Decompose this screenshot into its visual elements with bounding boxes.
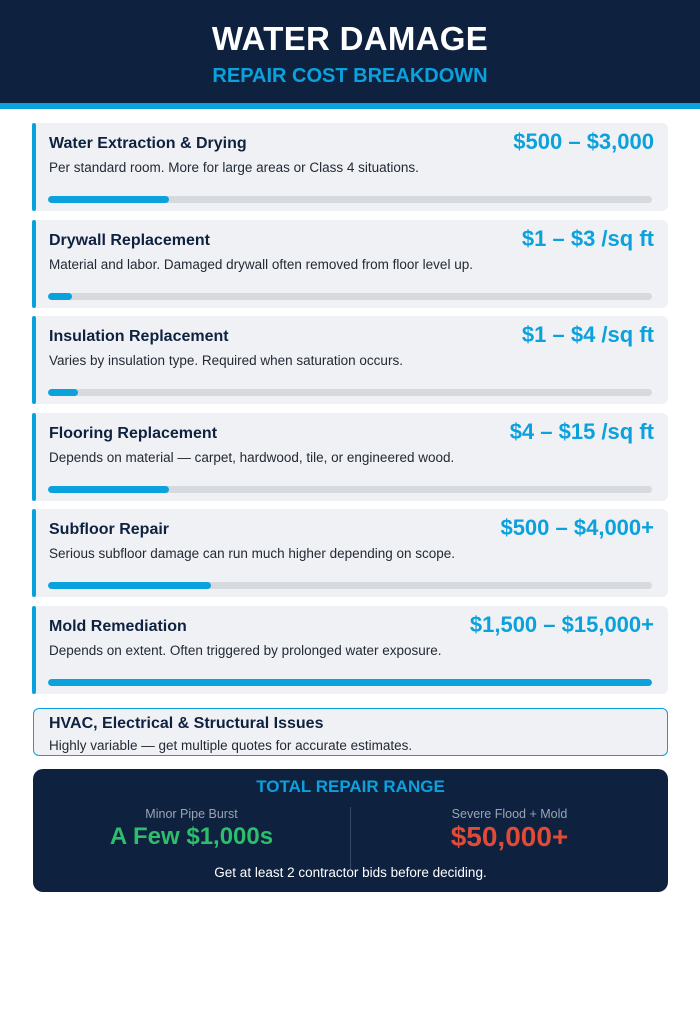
total-repair-range-panel xyxy=(33,769,668,892)
severe-scenario-value: $50,000+ xyxy=(450,821,569,852)
cost-bar-fill xyxy=(48,679,652,686)
cost-item-name: Water Extraction & Drying xyxy=(49,135,247,152)
severe-scenario xyxy=(351,807,668,853)
header-banner xyxy=(0,0,700,104)
cost-card-flooring xyxy=(32,413,668,501)
minor-scenario-label: Minor Pipe Burst xyxy=(145,807,238,821)
cost-item-description: Serious subfloor damage can run much higher depending on scope. xyxy=(49,546,456,561)
card-accent-bar xyxy=(32,509,36,597)
cost-item-name: Insulation Replacement xyxy=(49,328,229,345)
cost-card-insulation xyxy=(32,316,668,404)
note-title: HVAC, Electrical & Structural Issues xyxy=(49,715,324,732)
cost-item-description: Per standard room. More for large areas or Class 4 situations. xyxy=(49,160,419,175)
note-description: Highly variable — get multiple quotes for accurate estimates. xyxy=(49,738,413,753)
page-subtitle: REPAIR COST BREAKDOWN xyxy=(212,65,488,87)
cost-item-description: Material and labor. Damaged drywall often removed from floor level up. xyxy=(49,257,473,272)
cost-bar-fill xyxy=(48,293,72,300)
cost-bar-track xyxy=(48,196,652,203)
cost-bar-track xyxy=(48,582,652,589)
header-accent-bar xyxy=(0,103,700,109)
cost-item-range: $1,500 – $15,000+ xyxy=(469,612,654,637)
cost-bar-fill xyxy=(48,196,169,203)
cost-item-name: Drywall Replacement xyxy=(49,232,210,249)
variable-costs-note xyxy=(33,708,668,756)
cost-item-range: $500 – $4,000+ xyxy=(500,515,654,540)
card-accent-bar xyxy=(32,606,36,694)
minor-scenario xyxy=(33,807,350,851)
cost-item-name: Subfloor Repair xyxy=(49,521,170,538)
cost-item-range: $1 – $3 /sq ft xyxy=(521,226,654,251)
minor-scenario-value: A Few $1,000s xyxy=(109,823,274,850)
cost-bar-fill xyxy=(48,486,169,493)
card-accent-bar xyxy=(32,123,36,211)
card-accent-bar xyxy=(32,220,36,308)
cost-bar-track xyxy=(48,679,652,686)
cost-card-subfloor xyxy=(32,509,668,597)
severe-scenario-label: Severe Flood + Mold xyxy=(451,807,568,821)
cost-item-name: Flooring Replacement xyxy=(49,425,218,442)
total-footnote: Get at least 2 contractor bids before deciding. xyxy=(214,865,487,880)
cost-item-range: $500 – $3,000 xyxy=(513,129,654,154)
card-accent-bar xyxy=(32,316,36,404)
card-accent-bar xyxy=(32,413,36,501)
page-title: WATER DAMAGE xyxy=(211,20,489,57)
cost-card-water-extraction xyxy=(32,123,668,211)
cost-bar-track xyxy=(48,293,652,300)
total-heading: TOTAL REPAIR RANGE xyxy=(256,777,445,796)
cost-bar-track xyxy=(48,486,652,493)
cost-bar-fill xyxy=(48,582,211,589)
cost-card-mold xyxy=(32,606,668,694)
cost-card-drywall xyxy=(32,220,668,308)
cost-item-name: Mold Remediation xyxy=(49,618,187,635)
cost-item-description: Depends on extent. Often triggered by prolonged water exposure. xyxy=(49,643,442,658)
cost-item-description: Varies by insulation type. Required when saturation occurs. xyxy=(49,353,403,368)
cost-bar-fill xyxy=(48,389,78,396)
cost-item-range: $4 – $15 /sq ft xyxy=(509,419,654,444)
cost-item-description: Depends on material — carpet, hardwood, tile, or engineered wood. xyxy=(49,450,455,465)
cost-bar-track xyxy=(48,389,652,396)
cost-item-range: $1 – $4 /sq ft xyxy=(521,322,654,347)
